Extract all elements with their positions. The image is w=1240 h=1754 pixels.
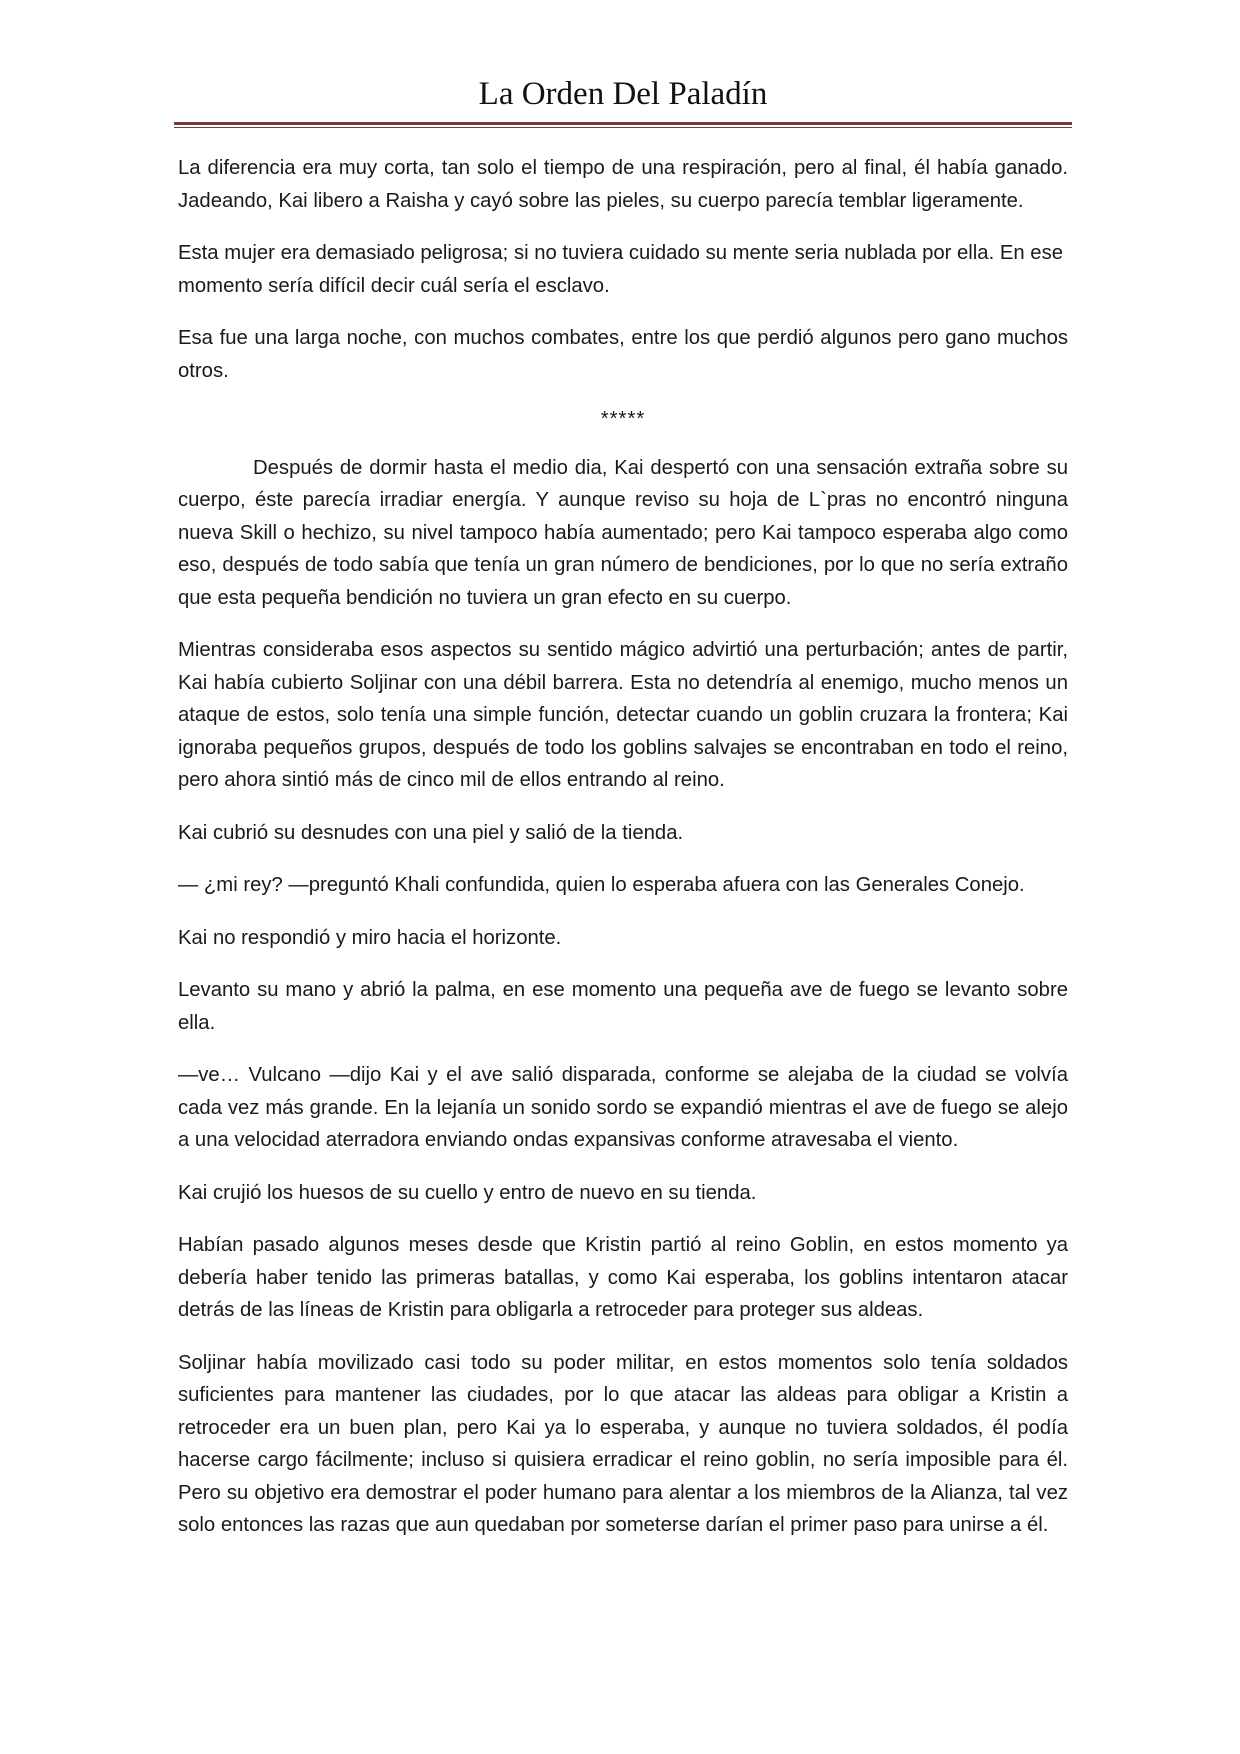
paragraph: Kai crujió los huesos de su cuello y entro de nuevo en su tienda. — [178, 1181, 757, 1204]
paragraph: Esa fue una larga noche, con muchos combates, entre los que perdió algunos pero gano muchos otros. — [178, 327, 1068, 382]
dialogue-paragraph: —ve… Vulcano —dijo Kai y el ave salió disparada, conforme se alejaba de la ciudad se volvía cada vez más grande. En la lejanía un sonido sordo se expandió mientras el ave de fuego se alejo a una velocidad aterradora enviando ondas expansivas conforme atravesaba el viento. — [178, 1064, 1068, 1151]
paragraph: Mientras consideraba esos aspectos su sentido mágico advirtió una perturbación; antes de partir, Kai había cubierto Soljinar con una débil barrera. Esta no detendría al enemigo, mucho menos un ataque de estos, solo tenía una simple función, detectar cuando un goblin cruzara la frontera; Kai ignoraba pequeños grupos, después de todo los goblins salvajes se encontraban en todo el reino, pero ahora sintió más de cinco mil de ellos entrando al reino. — [178, 639, 1068, 791]
paragraph: Después de dormir hasta el medio dia, Kai despertó con una sensación extraña sobre su cuerpo, éste parecía irradiar energía. Y aunque reviso su hoja de L`pras no encontró ninguna nueva Skill o hechizo, su nivel tampoco había aumentado; pero Kai tampoco esperaba algo como eso, después de todo sabía que tenía un gran número de bendiciones, por lo que no sería extraño que esta pequeña bendición no tuviera un gran efecto en su cuerpo. — [178, 456, 1068, 609]
paragraph: Levanto su mano y abrió la palma, en ese momento una pequeña ave de fuego se levanto sobre ella. — [178, 979, 1068, 1034]
paragraph: Habían pasado algunos meses desde que Kristin partió al reino Goblin, en estos momento ya debería haber tenido las primeras batallas, y como Kai esperaba, los goblins intentaron atacar detrás de las líneas de Kristin para obligarla a retroceder para proteger sus aldeas. — [178, 1234, 1068, 1321]
paragraph: Soljinar había movilizado casi todo su poder militar, en estos momentos solo tenía soldados suficientes para mantener las ciudades, por lo que atacar las aldeas para obligar a Kristin a retroceder era un buen plan, pero Kai ya lo esperaba, y aunque no tuviera soldados, él podía hacerse cargo fácilmente; incluso si quisiera erradicar el reino goblin, no sería imposible para él. Pero su objetivo era demostrar el poder humano para alentar a los miembros de la Alianza, tal vez solo entonces las razas que aun quedaban por someterse darían el primer paso para unirse a él. — [178, 1351, 1068, 1536]
header-rule — [174, 122, 1072, 128]
paragraph: Esta mujer era demasiado peligrosa; si no tuviera cuidado su mente seria nublada por ella. En ese momento sería difícil decir cuál sería el esclavo. — [178, 242, 1063, 297]
body-text — [178, 152, 1068, 1562]
page-header — [174, 72, 1072, 128]
page-title: La Orden Del Paladín — [478, 76, 768, 112]
paragraph: Kai no respondió y miro hacia el horizonte. — [178, 926, 562, 949]
paragraph: Kai cubrió su desnudes con una piel y salió de la tienda. — [178, 821, 684, 844]
scene-break: ***** — [600, 408, 646, 430]
dialogue-paragraph: — ¿mi rey? —preguntó Khali confundida, quien lo esperaba afuera con las Generales Conejo. — [178, 874, 1025, 896]
paragraph: La diferencia era muy corta, tan solo el tiempo de una respiración, pero al final, él había ganado. Jadeando, Kai libero a Raisha y cayó sobre las pieles, su cuerpo parecía temblar ligeramente. — [178, 157, 1068, 212]
